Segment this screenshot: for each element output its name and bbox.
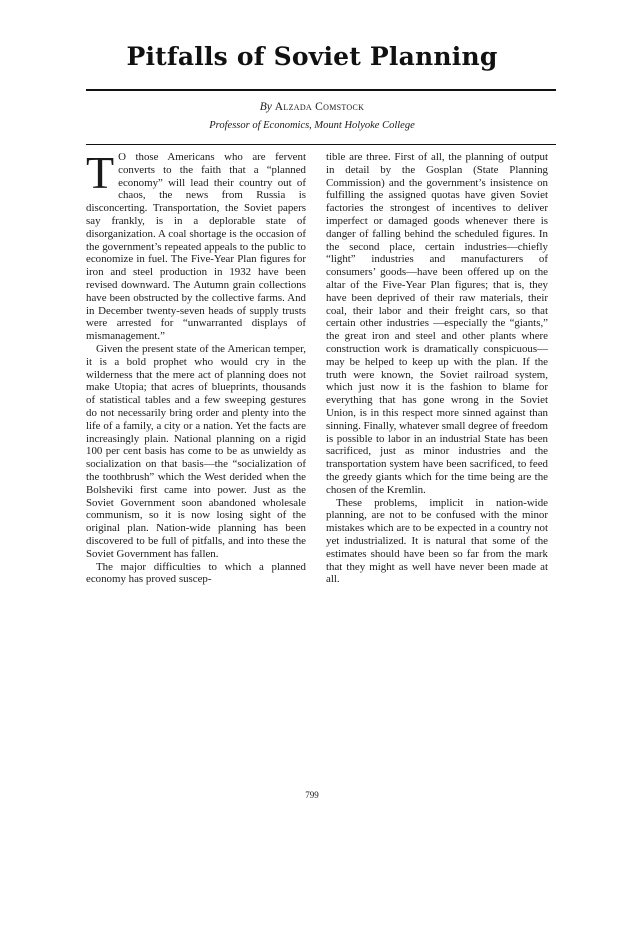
paragraph-3-continued: tible are three. First of all, the planning of output in detail by the Gosplan (State Planning Commission) and the government’s insistence on fulfilling the assigned quotas have given Soviet factories the strongest of incentives to deliver imperfect or damaged goods whenever there is danger of falling behind the scheduled figures. In the second place, certain industries—chiefly “light” industries and manufacturers of consumers’ goods—have been offered up on the altar of the Five-Year Plan figures; that is, they have been deprived of their raw materials, their coal, their labor and their freight cars, so that certain other industries —especially the “giants,” the great iron and steel and other plants where construction work is dramatically conspicuous—may be helped to keep up with the plan. If the truth were known, the Soviet railroad system, which just now it is the fashion to blame for everything that has gone wrong in the Soviet Union, is in this respect more sinned against than sinning. Finally, whatever small degree of freedom is possible to labor in an industrial State has been sacrificed, just as minor industries and the transportation system have been sacrificed, to feed the greedy giants which for the time being are the chosen of the Kremlin. (326, 151, 548, 496)
page-number: 799 (305, 790, 319, 800)
paragraph-3-start: The major difficulties to which a planned economy has proved suscep- (86, 560, 306, 586)
author-affiliation: Professor of Economics, Mount Holyoke College (209, 120, 415, 131)
right-column (326, 151, 548, 586)
paragraph-1 (86, 147, 306, 343)
author-name: Alzada Comstock (274, 101, 365, 113)
paragraph-1-text: O those Americans who are fervent converts to the faith that a “planned economy” will lead their country out of chaos, the news from Russia is disconcerting. Transportation, the Soviet papers say frankly, is in a deplorable state of disorganization. A coal shortage is the occasion of the government’s repeated appeals to the public to economize in fuel. The Five-Year Plan figures for iron and steel production in 1932 have been revised downward. The Autumn grain collections have been obstructed by the collective farms. And in December twenty-seven heads of supply trusts were arrested for “unwarranted displays of mismanagement.” (86, 151, 306, 343)
drop-cap: T (86, 147, 115, 198)
article-title: Pitfalls of Soviet Planning (126, 42, 498, 71)
paragraph-4: These problems, implicit in nation-wide planning, are not to be confused with the minor mistakes which are to be expected in a country not yet industrialized. It is natural that some of the estimates should have been so far from the mark that they might as well have never been made at all. (326, 496, 548, 586)
byline-prefix: By (259, 101, 272, 113)
title-rule (86, 89, 556, 91)
byline-rule (86, 144, 556, 145)
left-column (86, 147, 306, 586)
byline (0, 101, 624, 113)
paragraph-2: Given the present state of the American temper, it is a bold prophet who would cry in the wilderness that the mere act of planning does not make Utopia; that acres of blueprints, thousands of statistical tables and a few sweeping gestures do not necessarily bring order and plenty into the life of a family, a city or a nation. Yet the facts are increasingly plain. National planning on a rigid 100 per cent basis has come to be as unwieldy as socialization on that basis—the “socialization of the toothbrush” which the West derided when the Bolsheviki first came into power. Just as the Soviet Government soon abandoned wholesale communism, so it is now losing sight of the original plan. Nation-wide planning has been discovered to be full of pitfalls, and into these the Soviet Government has fallen. (86, 342, 306, 560)
